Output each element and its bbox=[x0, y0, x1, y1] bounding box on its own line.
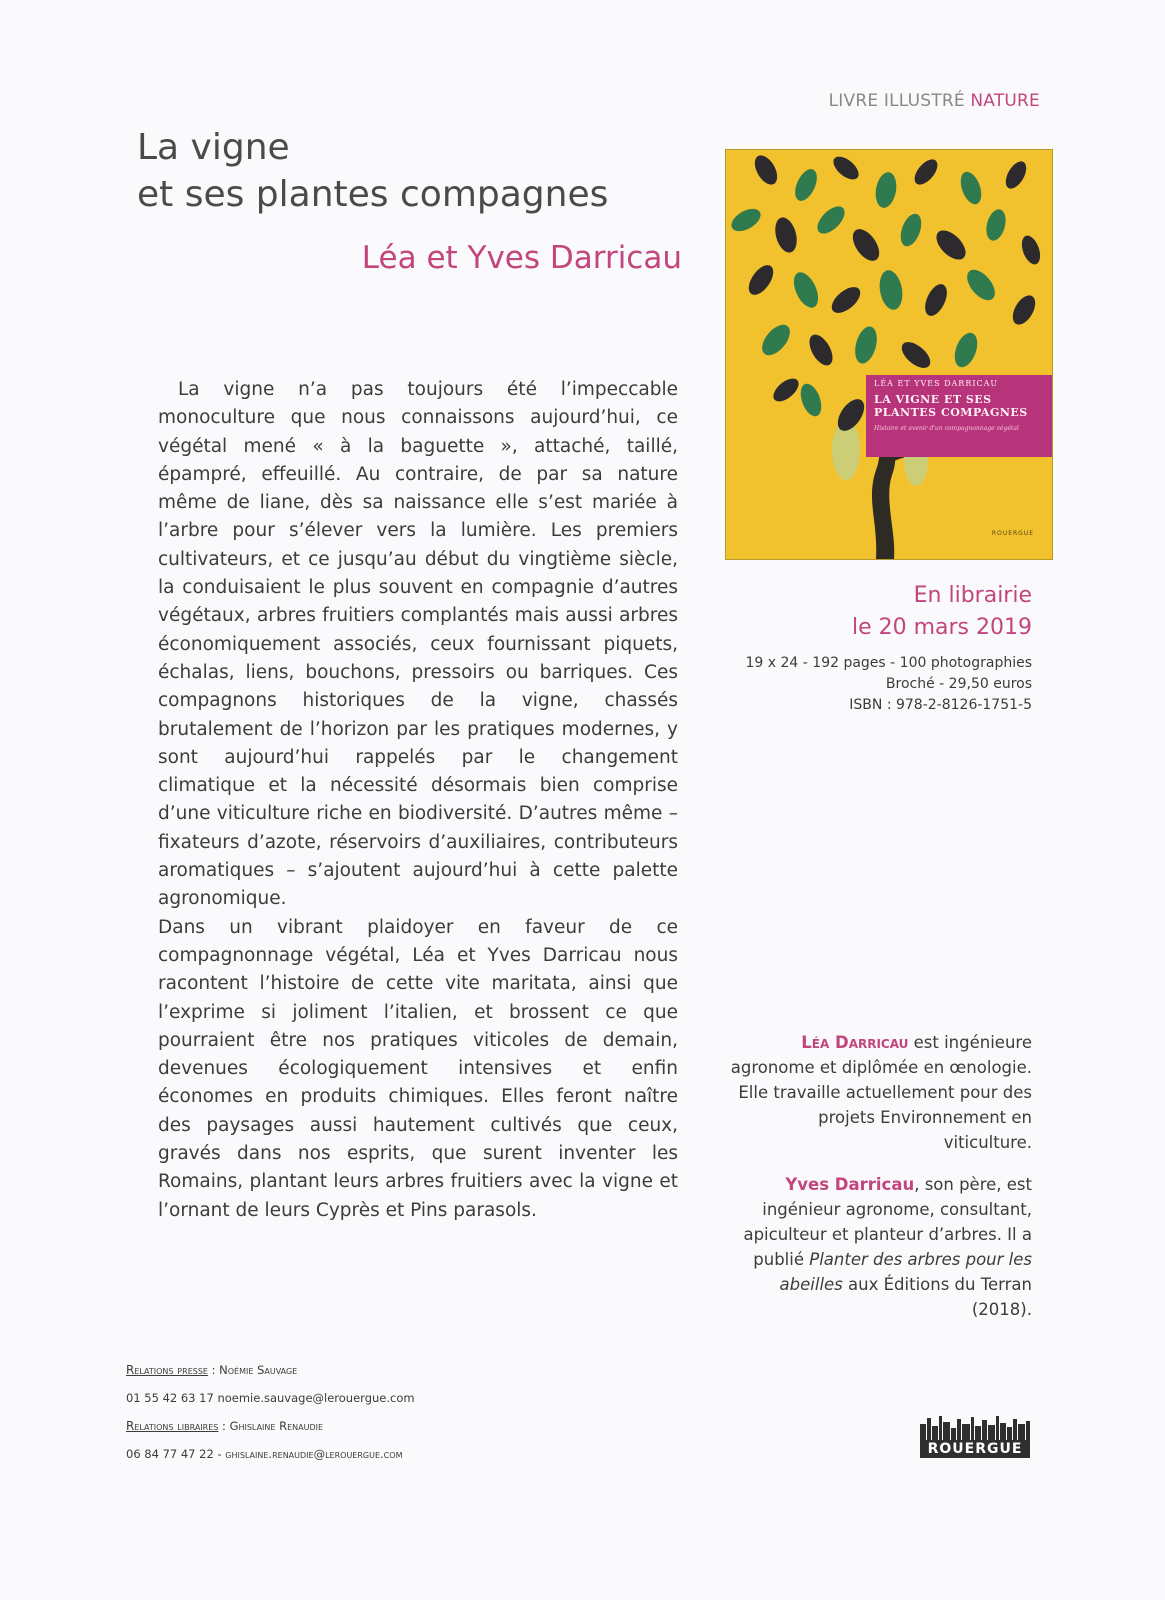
title-line-1: La vigne bbox=[137, 127, 290, 168]
author-bio-yves bbox=[730, 1172, 1032, 1322]
release-date: le 20 mars 2019 bbox=[851, 615, 1032, 640]
bio-text-yves-after: aux Éditions du Terran (2018). bbox=[842, 1275, 1032, 1319]
booksellers-email[interactable]: ghislaine.renaudie@lerouergue.com bbox=[225, 1447, 403, 1461]
cover-title-band bbox=[866, 375, 1052, 457]
bio-text-yves-before: , son père, est ingénieur agronome, consultant, apiculteur et planteur d’arbres. Il a publié bbox=[743, 1175, 1032, 1269]
logo-text: ROUERGUE bbox=[920, 1440, 1030, 1458]
press-contact-details[interactable]: 01 55 42 63 17 noemie.sauvage@lerouergue.com bbox=[126, 1391, 415, 1405]
specs-format: 19 x 24 - 192 pages - 100 photographies bbox=[745, 655, 1032, 671]
contacts-block bbox=[126, 1356, 546, 1468]
logo-skyline-icon bbox=[920, 1414, 1030, 1442]
publisher-logo bbox=[920, 1414, 1030, 1460]
book-title bbox=[137, 124, 677, 218]
cover-illustration bbox=[726, 150, 1052, 559]
cover-subtitle: Histoire et avenir d'un compagnonnage végétal bbox=[874, 425, 1019, 432]
title-line-2: et ses plantes compagnes bbox=[137, 174, 609, 215]
cover-authors: LÉA ET YVES DARRICAU bbox=[874, 379, 999, 388]
press-name: Noémie Sauvage bbox=[219, 1363, 298, 1377]
book-specs bbox=[720, 653, 1032, 716]
book-cover-image bbox=[725, 149, 1053, 560]
booksellers-name: Ghislaine Renaudie bbox=[229, 1419, 324, 1433]
category-prefix: LIVRE ILLUSTRÉ bbox=[828, 91, 965, 111]
book-description bbox=[158, 376, 678, 1225]
release-line-1: En librairie bbox=[913, 583, 1032, 608]
author-bio-lea bbox=[730, 1030, 1032, 1155]
cover-title bbox=[874, 393, 1044, 419]
description-paragraph-1: La vigne n’a pas toujours été l’impeccable monoculture que nous connaissons aujourd’hui, ce végétal mené « à la baguette », attaché, taillé, épampré, effeuillé. Au contraire, de par sa nature même de liane, dès sa naissance elle s’est mariée à l’arbre pour s’élever vers la lumière. Les premiers cultivateurs, et ce jusqu’au début du vingtième siècle, la conduisaient le plus souvent en compagnie d’autres végétaux, arbres fruitiers complantés mais aussi arbres économiquement associés, ceux fournissant piquets, échalas, liens, bouchons, pressoirs ou barriques. Ces compagnons historiques de la vigne, chassés brutalement de l’horizon par les pratiques modernes, y sont aujourd’hui rappelés par le changement climatique et la nécessité désormais bien comprise d’une viticulture riche en biodiversité. D’autres même – fixateurs d’azote, réservoirs d’auxiliaires, contributeurs aromatiques – s’ajoutent aujourd’hui à cette palette agronomique. bbox=[158, 379, 678, 910]
bio-text-lea: est ingénieure agronome et diplômée en œnologie. Elle travaille actuellement pour des projets Environnement en viticulture. bbox=[730, 1033, 1032, 1152]
category-accent: NATURE bbox=[970, 91, 1040, 111]
specs-price: Broché - 29,50 euros bbox=[885, 676, 1032, 692]
cover-title-line-1: LA VIGNE ET SES bbox=[874, 393, 992, 406]
press-contact-header: Relations presse : Noémie Sauvage bbox=[126, 1363, 298, 1377]
description-paragraph-2: Dans un vibrant plaidoyer en faveur de ce compagnonnage végétal, Léa et Yves Darricau nous racontent l’histoire de cette vite maritata, ainsi que l’exprime si joliment l’italien, et brossent ce que pourraient être nos pratiques viticoles de demain, devenues écologiquement intensives et enfin économes en produits chimiques. Elles feront naître des paysages aussi hautement cultivés que ceux, gravés dans nos esprits, que surent inventer les Romains, plantant leurs arbres fruitiers avec la vigne et l’ornant de leurs Cyprès et Pins parasols. bbox=[158, 916, 678, 1221]
booksellers-role: Relations libraires bbox=[126, 1419, 219, 1433]
booksellers-phone: 06 84 77 47 22 bbox=[126, 1447, 214, 1461]
release-info bbox=[760, 580, 1032, 644]
bio-book-title: Planter des arbres pour les abeilles bbox=[779, 1250, 1032, 1294]
cover-title-line-2: PLANTES COMPAGNES bbox=[874, 406, 1028, 419]
bio-name-lea: Léa Darricau bbox=[801, 1033, 909, 1052]
booksellers-contact-header: Relations libraires : Ghislaine Renaudie bbox=[126, 1419, 324, 1433]
booksellers-contact-details: 06 84 77 47 22 - ghislaine.renaudie@lerouergue.com bbox=[126, 1447, 403, 1461]
cover-publisher: ROUERGUE bbox=[991, 530, 1034, 537]
press-role: Relations presse bbox=[126, 1363, 208, 1377]
bio-name-yves: Yves Darricau bbox=[785, 1175, 915, 1194]
category-label bbox=[790, 91, 1040, 111]
specs-isbn: ISBN : 978-2-8126-1751-5 bbox=[849, 697, 1032, 713]
book-author: Léa et Yves Darricau bbox=[361, 240, 682, 276]
